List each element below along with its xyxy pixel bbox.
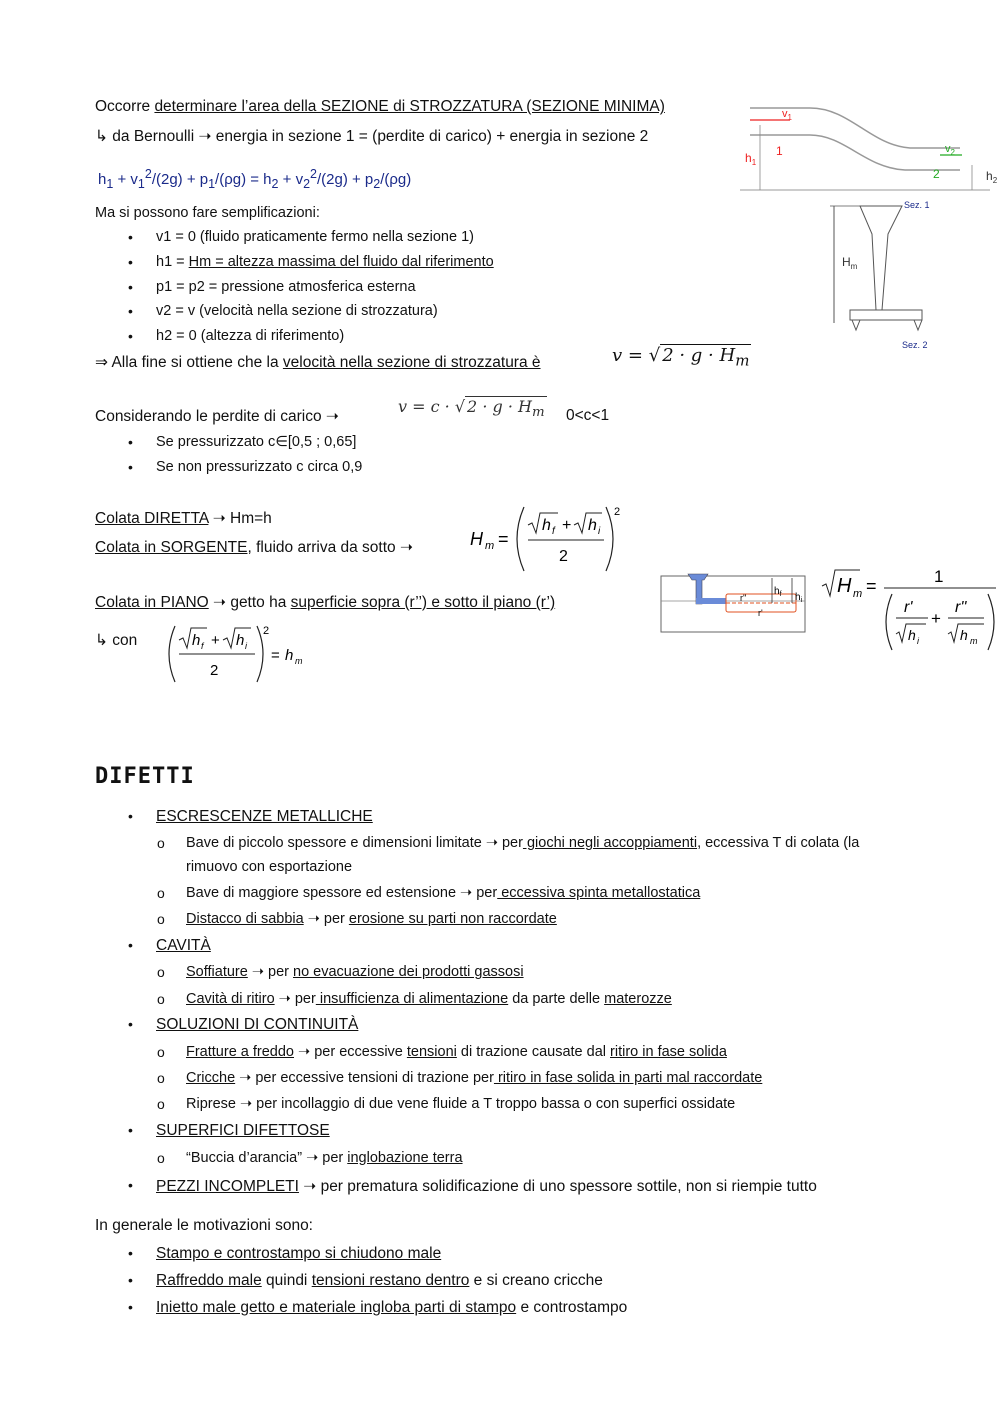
- cavita-label: CAVITÀ: [156, 937, 211, 954]
- colata-piano-text: ➝ getto ha: [208, 594, 291, 611]
- generale-item: [156, 1272, 603, 1290]
- bullet: •: [128, 1177, 133, 1193]
- generale-underlined: Raffreddo male: [156, 1272, 262, 1289]
- colata-piano: [95, 593, 555, 612]
- generale-text: e controstampo: [516, 1299, 628, 1316]
- generale-item: [156, 1299, 627, 1317]
- svg-text:+: +: [562, 517, 572, 534]
- bullet: •: [128, 303, 133, 319]
- simplification-underlined: Hm = altezza massima del fluido dal riferimento: [188, 254, 494, 270]
- generale-underlined: Inietto male getto e materiale ingloba parti di stampo: [156, 1299, 517, 1316]
- esc-text: Bave di maggiore spessore ed estensione ➝ per: [186, 885, 498, 901]
- cav-underlined: Soffiature: [186, 964, 248, 980]
- cav-text: ➝ per: [247, 964, 294, 980]
- cav-underlined: insufficienza di alimentazione: [315, 991, 509, 1007]
- bullet: •: [128, 279, 133, 295]
- escrescenze-sub-1-cont: rimuovo con esportazione: [186, 859, 353, 875]
- svg-text:=: =: [866, 576, 877, 596]
- colata-diretta-label: Colata DIRETTA: [95, 510, 209, 527]
- soluzioni-sub-2: [186, 1070, 762, 1086]
- simplification-text: h1 =: [156, 254, 189, 270]
- svg-text:=: =: [271, 647, 280, 664]
- sup-underlined: inglobazione terra: [347, 1150, 463, 1166]
- sez1-label: Sez. 1: [904, 200, 930, 210]
- sub-bullet: o: [157, 1096, 165, 1112]
- svg-text:1: 1: [934, 567, 944, 586]
- cavita-sub-2: [186, 991, 672, 1007]
- sprue-diagram: [830, 198, 940, 353]
- svg-text:2: 2: [559, 548, 568, 565]
- bullet: •: [128, 1122, 133, 1138]
- sez2-label: Sez. 2: [902, 340, 928, 350]
- con-line: ↳ con: [95, 632, 138, 649]
- escrescenze-item: [156, 808, 373, 826]
- losses-line: Considerando le perdite di carico ➝: [95, 408, 339, 425]
- r1-label: r': [758, 608, 763, 618]
- svg-text:+: +: [211, 632, 220, 649]
- bullet: •: [128, 808, 133, 824]
- svg-text:i: i: [917, 636, 919, 646]
- bullet: •: [128, 328, 133, 344]
- cav-underlined: no evacuazione dei prodotti gassosi: [293, 964, 524, 980]
- svg-text:r'': r'': [955, 599, 967, 616]
- bullet: •: [128, 459, 133, 475]
- bullet: •: [128, 1272, 133, 1288]
- simplification-item: v1 = 0 (fluido praticamente fermo nella sezione 1): [156, 229, 474, 245]
- svg-text:H: H: [470, 529, 483, 549]
- bullet: •: [128, 229, 133, 245]
- generale-underlined: tensioni restano dentro: [311, 1272, 470, 1289]
- svg-text:2: 2: [210, 662, 219, 679]
- svg-text:m: m: [853, 588, 863, 600]
- intro-text: Occorre: [95, 98, 155, 115]
- difetti-heading: DIFETTI: [95, 764, 195, 789]
- generale-title: In generale le motivazioni sono:: [95, 1217, 313, 1234]
- cav-text: da parte delle: [508, 991, 605, 1007]
- sub-bullet: o: [157, 911, 165, 927]
- svg-text:h: h: [588, 517, 597, 534]
- sub-bullet: o: [157, 1070, 165, 1086]
- losses-item: Se non pressurizzato c circa 0,9: [156, 459, 363, 475]
- bullet: •: [128, 1016, 133, 1032]
- bullet: •: [128, 937, 133, 953]
- bernoulli-line: ↳ da Bernoulli ➝ energia in sezione 1 = (perdite di carico) + energia in sezione 2: [95, 128, 649, 145]
- pezzi-label: PEZZI INCOMPLETI: [156, 1178, 299, 1195]
- simplification-item: p1 = p2 = pressione atmosferica esterna: [156, 279, 416, 295]
- superfici-item: [156, 1122, 330, 1140]
- svg-text:m: m: [970, 636, 978, 646]
- result-underlined: velocità nella sezione di strozzatura è: [282, 354, 541, 371]
- cav-underlined: Cavità di ritiro: [186, 991, 275, 1007]
- sol-underlined: Fratture a freddo: [186, 1044, 294, 1060]
- r2-label: r'': [740, 593, 747, 603]
- pezzi-item: [156, 1177, 817, 1196]
- cav-underlined: materozze: [604, 991, 672, 1007]
- hi-label: $h_i$: [795, 592, 803, 604]
- svg-text:h: h: [960, 627, 968, 643]
- esc-underlined: giochi negli accoppiamenti: [522, 835, 698, 851]
- colata-piano-label: Colata in PIANO: [95, 594, 209, 611]
- colata-diretta-text: ➝ Hm=h: [208, 510, 272, 527]
- colata-sorgente-label: Colata in SORGENTE: [95, 539, 248, 556]
- section-2-label: 2: [933, 167, 940, 181]
- svg-text:h: h: [285, 647, 294, 664]
- sol-text: ➝ per eccessive: [294, 1044, 407, 1060]
- generale-text: quindi: [261, 1272, 312, 1289]
- esc-text: , eccessiva T di colata (la: [697, 835, 860, 851]
- generale-underlined: Stampo e controstampo si chiudono male: [156, 1245, 442, 1262]
- bullet: •: [128, 1245, 133, 1261]
- soluzioni-sub-3: Riprese ➝ per incollaggio di due vene fluide a T troppo bassa o con superfici ossidate: [186, 1096, 736, 1112]
- h1-label: $h_1$: [745, 151, 757, 167]
- sup-text: “Buccia d’arancia” ➝ per: [186, 1150, 348, 1166]
- svg-text:2: 2: [614, 506, 621, 518]
- bullet: •: [128, 434, 133, 450]
- svg-text:m: m: [485, 540, 495, 552]
- svg-text:r': r': [904, 599, 913, 616]
- generale-item: [156, 1245, 441, 1263]
- cavita-sub-1: [186, 964, 524, 980]
- cav-text: ➝ per: [274, 991, 316, 1007]
- escrescenze-sub-1: [186, 835, 859, 851]
- svg-text:h: h: [236, 632, 245, 649]
- svg-text:f: f: [201, 641, 204, 651]
- result-text: ⇒ Alla fine si ottiene che la: [95, 354, 283, 371]
- soluzioni-sub-1: [186, 1044, 727, 1060]
- piano-diagram: [660, 570, 810, 636]
- result-line: [95, 353, 541, 372]
- v1-label: $v_1$: [782, 108, 792, 122]
- h2-label: $h_2$: [986, 169, 998, 185]
- colata-diretta: [95, 509, 272, 528]
- bernoulli-diagram: [740, 100, 1000, 195]
- bullet: •: [128, 1299, 133, 1315]
- bernoulli-equation: $h_1 + v_1^2/(2g) + p_1/(\rho g) = h_2 + v_2^2/(2g) + p_2/(\rho g)$: [98, 167, 412, 191]
- hm-label: $H_m$: [842, 255, 858, 271]
- svg-text:m: m: [295, 656, 303, 666]
- intro-underlined: determinare l’area della SEZIONE di STROZZATURA (SEZIONE MINIMA): [154, 98, 665, 115]
- superfici-sub-1: [186, 1150, 463, 1166]
- svg-text:H: H: [837, 575, 852, 597]
- cavita-item: [156, 937, 211, 955]
- simplification-item: v2 = v (velocità nella sezione di strozzatura): [156, 303, 438, 319]
- hm-con-formula: [165, 620, 315, 686]
- simplification-item: h2 = 0 (altezza di riferimento): [156, 328, 345, 344]
- pezzi-text: ➝ per prematura solidificazione di uno spessore sottile, non si riempie tutto: [298, 1178, 817, 1195]
- svg-text:f: f: [552, 526, 555, 537]
- escrescenze-sub-3: [186, 911, 557, 927]
- colata-sorgente: [95, 538, 413, 557]
- svg-text:i: i: [598, 526, 601, 537]
- esc-underlined: Distacco di sabbia: [186, 911, 304, 927]
- svg-text:h: h: [542, 517, 551, 534]
- svg-text:h: h: [192, 632, 201, 649]
- section-1-label: 1: [776, 144, 783, 158]
- svg-text:+: +: [931, 609, 941, 628]
- soluzioni-label: SOLUZIONI DI CONTINUITÀ: [156, 1016, 359, 1033]
- sub-bullet: o: [157, 835, 165, 851]
- svg-text:=: =: [498, 529, 509, 549]
- generale-text: e si creano cricche: [469, 1272, 603, 1289]
- sub-bullet: o: [157, 1150, 165, 1166]
- simplification-item: [156, 254, 494, 270]
- esc-text: ➝ per: [303, 911, 349, 927]
- sub-bullet: o: [157, 1044, 165, 1060]
- sub-bullet: o: [157, 964, 165, 980]
- escrescenze-sub-2: [186, 885, 700, 901]
- c-range: 0<c<1: [566, 407, 610, 424]
- intro-line-1: [95, 98, 665, 116]
- sub-bullet: o: [157, 885, 165, 901]
- sol-text: di trazione causate dal: [456, 1044, 611, 1060]
- colata-piano-underlined: superficie sopra (r’’) e sotto il piano (r’): [290, 594, 556, 611]
- sol-underlined: Cricche: [186, 1070, 236, 1086]
- losses-item: Se pressurizzato c∈[0,5 ; 0,65]: [156, 434, 357, 450]
- losses-formula: v = c · √ $2 \cdot g \cdot H_m$: [398, 397, 545, 421]
- sol-underlined: tensioni: [406, 1044, 457, 1060]
- soluzioni-item: [156, 1016, 358, 1034]
- sub-bullet: o: [157, 991, 165, 1007]
- escrescenze-label: ESCRESCENZE METALLICHE: [156, 808, 373, 825]
- esc-text: Bave di piccolo spessore e dimensioni limitate ➝ per: [186, 835, 523, 851]
- superfici-label: SUPERFICI DIFETTOSE: [156, 1122, 330, 1139]
- svg-text:i: i: [245, 641, 247, 651]
- piano-formula: [820, 562, 998, 654]
- hf-label: $h_f$: [774, 586, 782, 598]
- simplifications-title: Ma si possono fare semplificazioni:: [95, 205, 320, 221]
- v2-label: $v_2$: [945, 143, 955, 157]
- sol-underlined: ritiro in fase solida in parti mal raccordate: [493, 1070, 763, 1086]
- esc-underlined: eccessiva spinta metallostatica: [497, 885, 701, 901]
- sol-text: ➝ per eccessive tensioni di trazione per: [235, 1070, 494, 1086]
- hm-sorgente-formula: [466, 503, 626, 575]
- velocity-formula: v = √ $2 \cdot g \cdot H_m$: [612, 345, 750, 370]
- svg-text:h: h: [908, 627, 916, 643]
- esc-underlined: erosione su parti non raccordate: [348, 911, 557, 927]
- sol-underlined: ritiro in fase solida: [610, 1044, 727, 1060]
- colata-sorgente-text: , fluido arriva da sotto ➝: [247, 539, 413, 556]
- svg-text:2: 2: [263, 625, 270, 637]
- bullet: •: [128, 254, 133, 270]
